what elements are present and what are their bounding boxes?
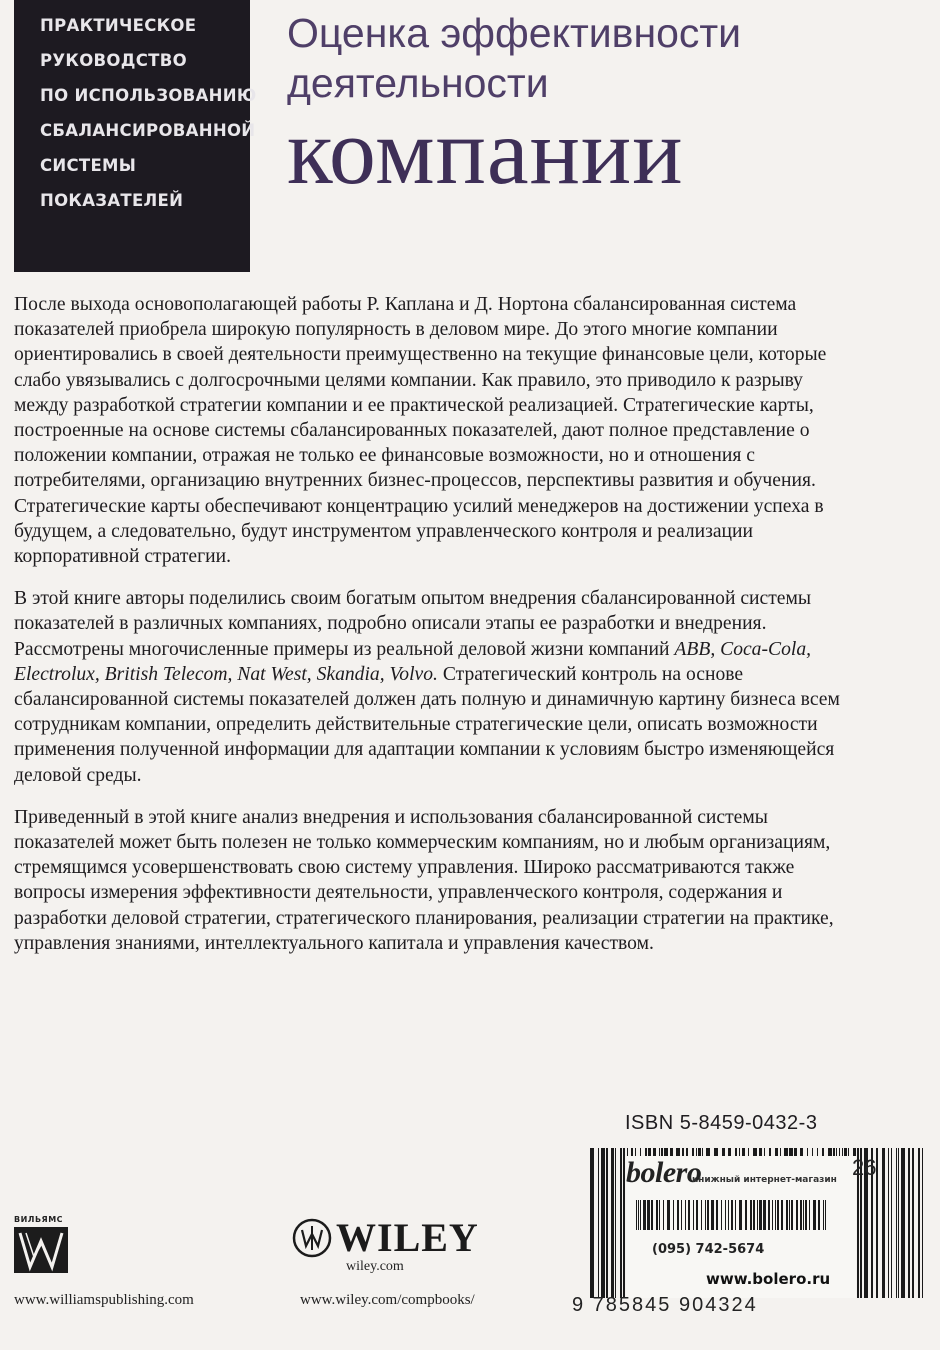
title-line-3: компании	[287, 100, 684, 204]
paragraph-1: После выхода основополагающей работы Р. Каплана и Д. Нортона сбалансированная система показателей приобрела широкую популярность в деловом мире. До этого многие компании ориентировались в своей деятельности преимущественно на текущие финансовые цели, которые слабо увязывались с долгосрочными целями компании. Как правило, это приводило к разрыву между разработкой стратегии компании и ее практической реализацией. Стратегические карты, построенные на основе системы сбалансированных показателей, дают полное представление о положении компании, отражая не только ее финансовые возможности, но и отношения с потребителями, организацию внутренних бизнес-процессов, перспективы развития и обучения. Стратегические карты обеспечивают концентрацию усилий менеджеров на достижении успеха в будущем, а следовательно, будут инструментом управленческого контроля и реализации корпоративной стратегии.	[14, 294, 827, 568]
wiley-name: WILEY	[336, 1215, 479, 1260]
williams-url[interactable]: www.williamspublishing.com	[14, 1292, 194, 1308]
company-list: ABB, Coca-Cola, Electrolux, British Telecom, Nat West, Skandia, Volvo.	[14, 638, 812, 685]
isbn: ISBN 5-8459-0432-3	[625, 1112, 818, 1134]
series-block	[14, 0, 257, 272]
wiley-sub: wiley.com	[346, 1259, 404, 1274]
bolero-tagline: книжный интернет-магазин	[692, 1175, 837, 1185]
paragraph-2-end: Стратегический контроль на основе сбалансированной системы показателей должен дать полную и динамичную картину бизнеса всем сотрудникам компании, определить действительные стратегические цели, описать возможности применения полученной информации для адаптации компании к условиям быстро изменяющейся деловой среды.	[14, 663, 840, 786]
paragraph-2	[14, 586, 844, 788]
series-line: СБАЛАНСИРОВАННОЙ	[40, 121, 256, 140]
williams-label: ВИЛЬЯМС	[14, 1215, 64, 1224]
series-line: ПРАКТИЧЕСКОЕ	[40, 16, 197, 35]
wiley-url[interactable]: www.wiley.com/compbooks/	[300, 1292, 475, 1308]
sticker-site: www.bolero.ru	[706, 1270, 831, 1288]
paragraph-2-start: В этой книге авторы поделились своим богатым опытом внедрения сбалансированной системы показателей в различных компаниях, подробно описали этапы ее разработки и внедрения. Рассмотрены многочисленные примеры из реальной деловой жизни компаний	[14, 588, 812, 660]
series-line: СИСТЕМЫ	[40, 156, 137, 175]
wiley-mark-icon	[292, 1218, 332, 1258]
title-line-1: Оценка эффективности	[287, 10, 742, 56]
series-line: ПОКАЗАТЕЛЕЙ	[40, 191, 184, 210]
ean-digits: 9 785845 904324	[572, 1294, 758, 1316]
wiley-logo	[292, 1214, 479, 1261]
williams-logo-icon	[14, 1215, 68, 1273]
bolero-logo: bolero	[626, 1156, 702, 1189]
sticker-phone: (095) 742-5674	[652, 1242, 765, 1257]
sticker-number: 26	[852, 1155, 877, 1180]
series-line: РУКОВОДСТВО	[40, 51, 187, 70]
paragraph-3: Приведенный в этой книге анализ внедрения и использования сбалансированной системы показателей может быть полезен не только коммерческим компаниям, но и любым организациям, стремящимся усовершенствовать свою систему управления. Широко рассматриваются также вопросы измерения эффективности деятельности, управленческого контроля, содержания и разработки деловой стратегии, стратегического планирования, реализации стратегии на практике, управления знаниями, интеллектуального капитала и управления качеством.	[14, 806, 834, 954]
title-line-2: деятельности	[287, 60, 549, 106]
annotation-text	[14, 292, 844, 973]
sticker-barcode-icon	[636, 1200, 826, 1230]
series-line: ПО ИСПОЛЬЗОВАНИЮ	[40, 86, 257, 105]
book-title	[287, 8, 927, 204]
